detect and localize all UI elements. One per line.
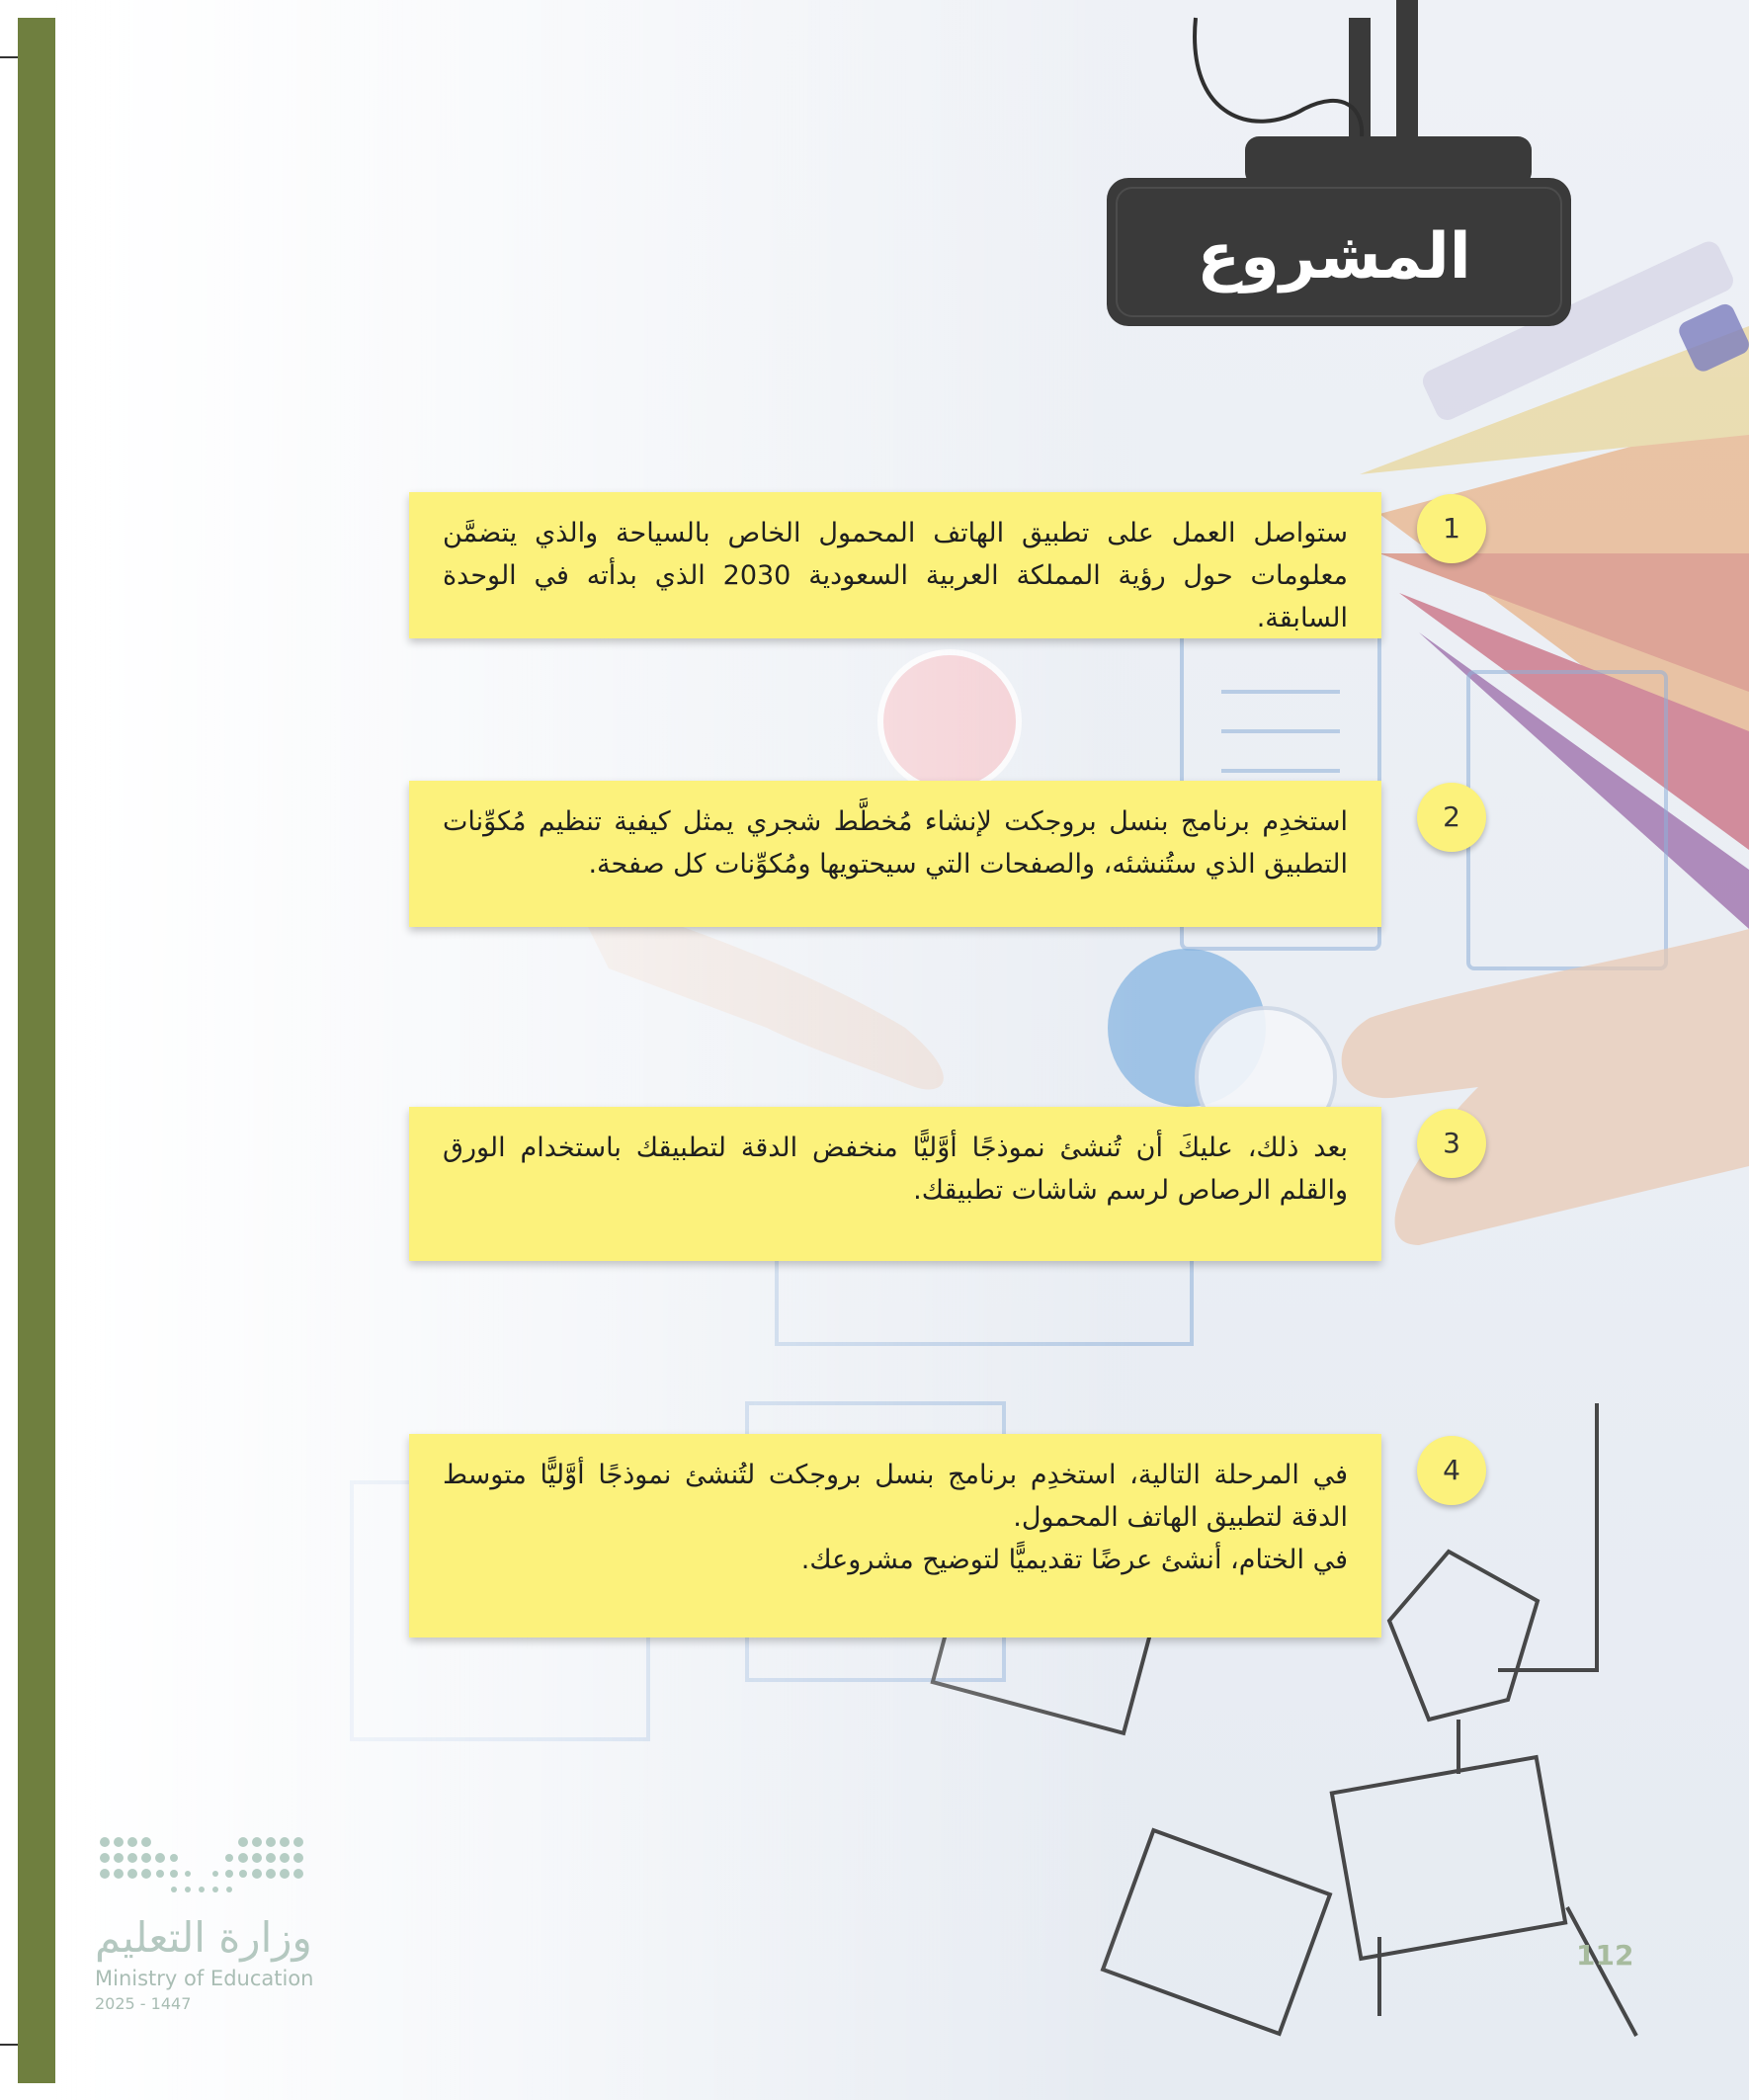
ministry-name-arabic: وزارة التعليم	[95, 1913, 312, 1962]
edition-year: 2025 - 1447	[95, 1994, 192, 2013]
page-number: 112	[1576, 1939, 1634, 1972]
step-card	[409, 781, 1381, 927]
step-text: في المرحلة التالية، استخدِم برنامج بنسل بروجكت لتُنشئ نموذجًا أوَّليًّا متوسط الدقة لتطبيق الهاتف المحمول.	[443, 1460, 1348, 1533]
step-text: بعد ذلك، عليكَ أن تُنشئ نموذجًا أوَّليًّا منخفض الدقة لتطبيقك باستخدام الورق والقلم الرصاص لرسم شاشات تطبيقك.	[443, 1133, 1348, 1206]
step-number-badge: 3	[1417, 1109, 1486, 1178]
step-card	[409, 492, 1381, 638]
step-card	[409, 1434, 1381, 1638]
step-card	[409, 1107, 1381, 1261]
page-title: المشروع	[1197, 220, 1471, 294]
step-number-badge: 2	[1417, 783, 1486, 852]
ministry-name-english: Ministry of Education	[95, 1967, 314, 1990]
side-bar	[18, 18, 55, 2083]
step-text: ستواصل العمل على تطبيق الهاتف المحمول الخاص بالسياحة والذي يتضمَّن معلومات حول رؤية المملكة العربية السعودية 2030 الذي بدأته في الوحدة السابقة.	[443, 518, 1349, 633]
step-text: استخدِم برنامج بنسل بروجكت لإنشاء مُخطَّط شجري يمثل كيفية تنظيم مُكوِّنات التطبيق الذي ستُنشئه، والصفحات التي سيحتويها ومُكوِّنات كل صفحة.	[443, 806, 1348, 880]
ministry-logo-mark	[95, 1828, 312, 1907]
step-text: في الختام، أنشئ عرضًا تقديميًّا لتوضيح مشروعك.	[800, 1545, 1348, 1575]
step-number-badge: 1	[1417, 494, 1486, 563]
step-number-badge: 4	[1417, 1436, 1486, 1505]
